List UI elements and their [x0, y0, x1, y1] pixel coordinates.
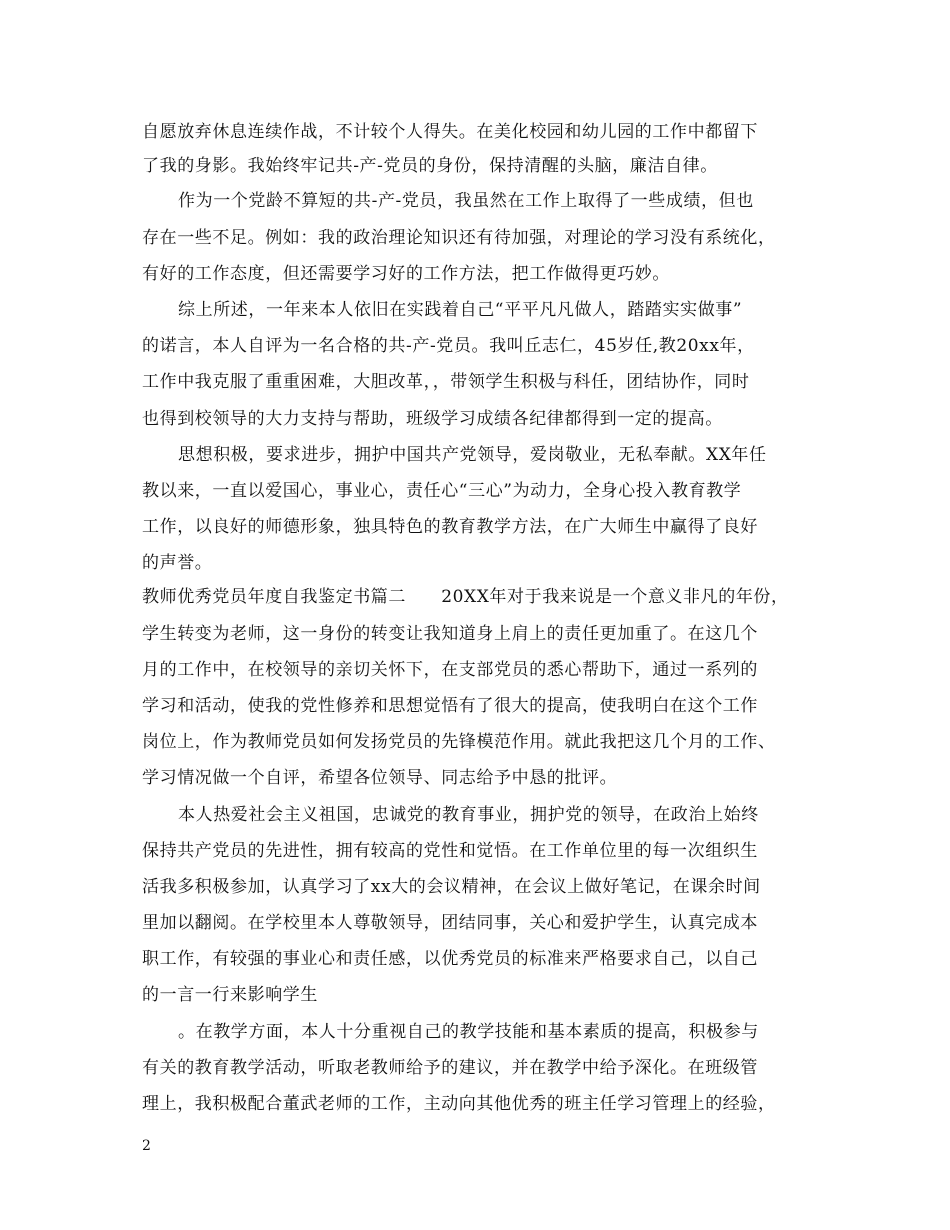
text-line: 学习情况做一个自评，希望各位领导、同志给予中恳的批评。 — [142, 768, 618, 788]
text-line: 月的工作中，在校领导的亲切关怀下，在支部党员的悉心帮助下，通过一系列的 — [142, 660, 758, 680]
text-line: 了我的身影。我始终牢记共-产-党员的身份，保持清醒的头脑，廉洁自律。 — [142, 156, 718, 176]
text-line: 理上，我积极配合董武老师的工作，主动向其他优秀的班主任学习管理上的经验， — [142, 1094, 776, 1114]
text-line: 思想积极，要求进步，拥护中国共产党领导，爱岗敬业，无私奉献。XX年任 — [178, 445, 767, 465]
text-line: 的声誉。 — [142, 553, 213, 573]
text-line: 有好的工作态度，但还需要学习好的工作方法，把工作做得更巧妙。 — [142, 264, 670, 284]
text-line: 的诺言，本人自评为一名合格的共-产-党员。我叫丘志仁，45岁任,教20xx年， — [142, 336, 755, 356]
text-line: 。在教学方面，本人十分重视自己的教学技能和基本素质的提高，积极参与 — [178, 1022, 759, 1042]
text-line: 里加以翻阅。在学校里本人尊敬领导，团结同事，关心和爱护学生，认真完成本 — [142, 913, 758, 933]
page-number: 2 — [142, 1138, 151, 1154]
text-line: 存在一些不足。例如：我的政治理论知识还有待加强，对理论的学习没有系统化， — [142, 228, 776, 248]
text-line: 有关的教育教学活动，听取老教师给予的建议，并在教学中给予深化。在班级管 — [142, 1058, 758, 1078]
text-line: 活我多积极参加，认真学习了xx大的会议精神，在会议上做好笔记，在课余时间 — [142, 877, 761, 897]
section-heading-line: 教师优秀党员年度自我鉴定书篇二 20XX年对于我来说是一个意义非凡的年份， — [142, 587, 789, 607]
text-line: 本人热爱社会主义祖国，忠诚党的教育事业，拥护党的领导，在政治上始终 — [178, 805, 759, 825]
text-line: 学生转变为老师，这一身份的转变让我知道身上肩上的责任更加重了。在这几个 — [142, 624, 758, 644]
text-line: 保持共产党员的先进性，拥有较高的党性和觉悟。在工作单位里的每一次组织生 — [142, 841, 758, 861]
text-line: 岗位上，作为教师党员如何发扬党员的先锋模范作用。就此我把这几个月的工作、 — [142, 732, 776, 752]
text-line: 学习和活动，使我的党性修养和思想觉悟有了很大的提高，使我明白在这个工作 — [142, 696, 758, 716]
text-line: 的一言一行来影响学生 — [142, 985, 318, 1005]
text-line: 工作，以良好的师德形象，独具特色的教育教学方法，在广大师生中赢得了良好 — [142, 517, 758, 537]
text-line: 也得到校领导的大力支持与帮助，班级学习成绩各纪律都得到一定的提高。 — [142, 409, 723, 429]
text-line: 作为一个党龄不算短的共-产-党员，我虽然在工作上取得了一些成绩，但也 — [178, 191, 754, 211]
text-line: 职工作，有较强的事业心和责任感，以优秀党员的标准来严格要求自己，以自己 — [142, 949, 758, 969]
text-line: 工作中我克服了重重困难，大胆改革，，带领学生积极与科任，团结协作，同时 — [142, 372, 750, 392]
text-line: 教以来，一直以爱国心，事业心，责任心“三心”为动力，全身心投入教育教学 — [142, 481, 742, 501]
text-line: 自愿放弃休息连续作战，不计较个人得失。在美化校园和幼儿园的工作中都留下 — [142, 122, 758, 142]
text-line: 综上所述，一年来本人依旧在实践着自己“平平凡凡做人，踏踏实实做事” — [178, 300, 743, 320]
